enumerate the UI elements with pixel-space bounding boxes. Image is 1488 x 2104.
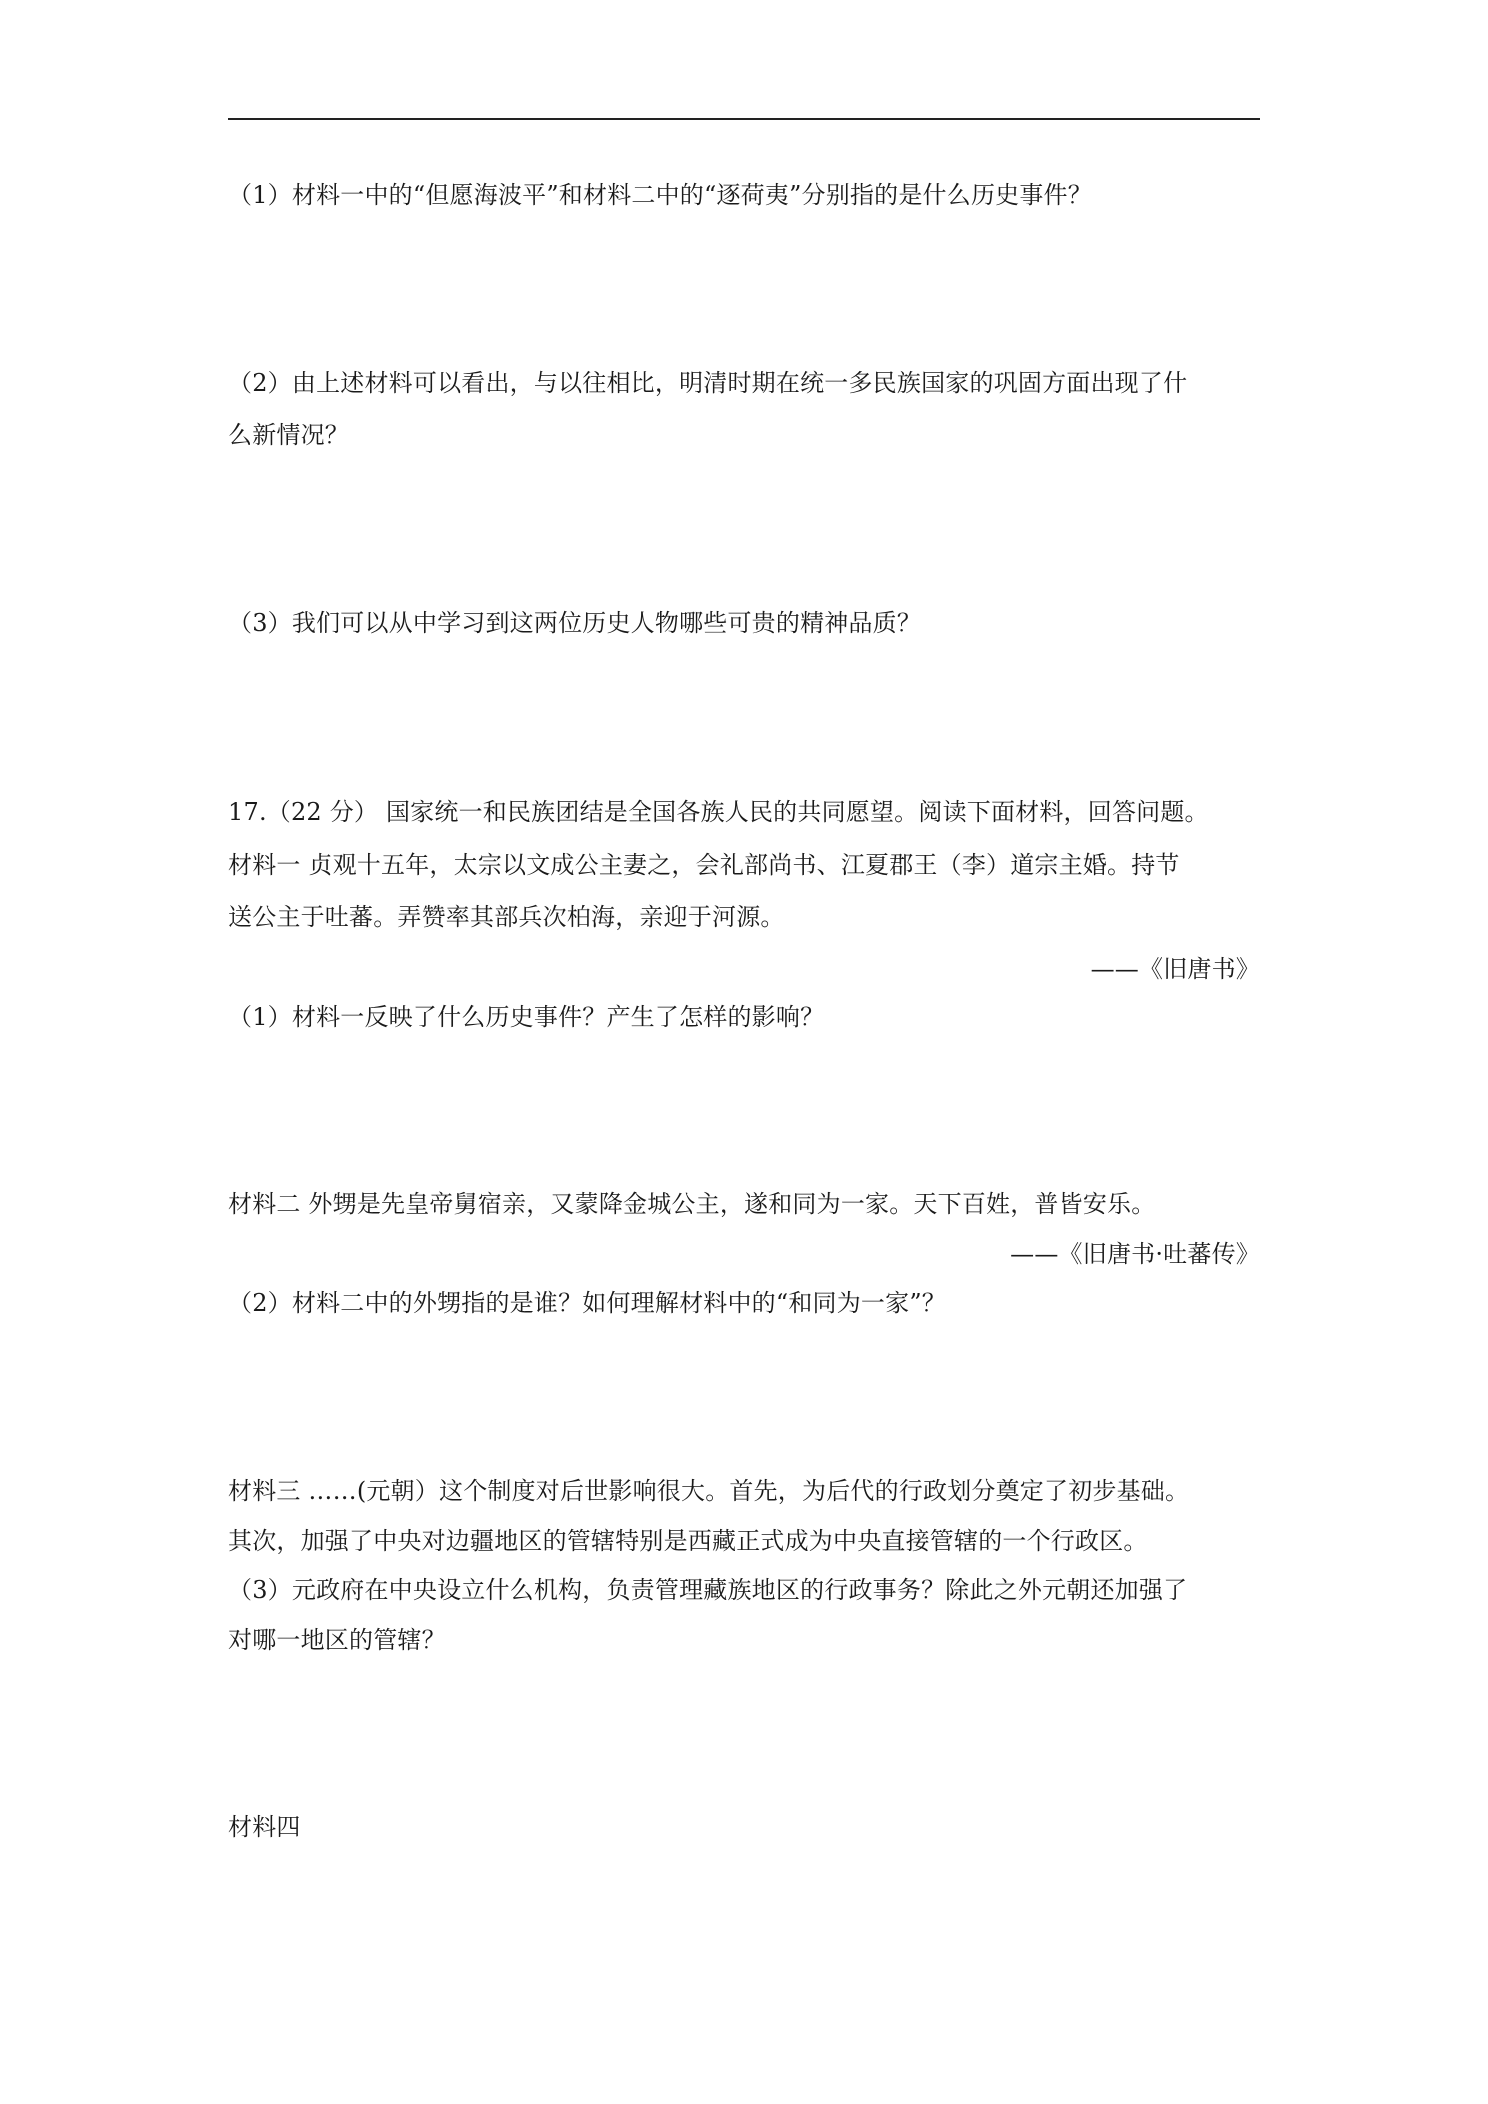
q17-material1-source: ——《旧唐书》 bbox=[1090, 955, 1260, 983]
q17-material4-label: 材料四 bbox=[228, 1813, 301, 1841]
header-rule bbox=[228, 118, 1260, 120]
q17-sub1: （1）材料一反映了什么历史事件？产生了怎样的影响？ bbox=[228, 1003, 825, 1031]
q16-sub3: （3）我们可以从中学习到这两位历史人物哪些可贵的精神品质？ bbox=[228, 609, 922, 637]
q17-material1-line1: 材料一 贞观十五年，太宗以文成公主妻之，会礼部尚书、江夏郡王（李）道宗主婚。持节 bbox=[228, 851, 1180, 879]
q17-stem: 17.（22 分） 国家统一和民族团结是全国各族人民的共同愿望。阅读下面材料，回答问题。 bbox=[228, 798, 1209, 826]
q16-sub1: （1）材料一中的“但愿海波平”和材料二中的“逐荷夷”分别指的是什么历史事件？ bbox=[228, 181, 1092, 209]
q17-material3-line2: 其次，加强了中央对边疆地区的管辖特别是西藏正式成为中央直接管辖的一个行政区。 bbox=[228, 1527, 1148, 1555]
q17-sub3-line1: （3）元政府在中央设立什么机构，负责管理藏族地区的行政事务？除此之外元朝还加强了 bbox=[228, 1576, 1188, 1604]
q17-material2: 材料二 外甥是先皇帝舅宿亲，又蒙降金城公主，遂和同为一家。天下百姓，普皆安乐。 bbox=[228, 1190, 1156, 1218]
q17-material1-line2: 送公主于吐蕃。弄赞率其部兵次柏海，亲迎于河源。 bbox=[228, 903, 785, 931]
q17-sub3-line2: 对哪一地区的管辖？ bbox=[228, 1626, 446, 1654]
q17-material3-line1: 材料三 ……(元朝）这个制度对后世影响很大。首先，为后代的行政划分奠定了初步基础。 bbox=[228, 1477, 1190, 1505]
q16-sub2-line2: 么新情况？ bbox=[228, 421, 349, 449]
q16-sub2-line1: （2）由上述材料可以看出，与以往相比，明清时期在统一多民族国家的巩固方面出现了什 bbox=[228, 369, 1188, 397]
q17-sub2: （2）材料二中的外甥指的是谁？如何理解材料中的“和同为一家”？ bbox=[228, 1289, 947, 1317]
q17-material2-source: ——《旧唐书·吐蕃传》 bbox=[1010, 1240, 1260, 1268]
